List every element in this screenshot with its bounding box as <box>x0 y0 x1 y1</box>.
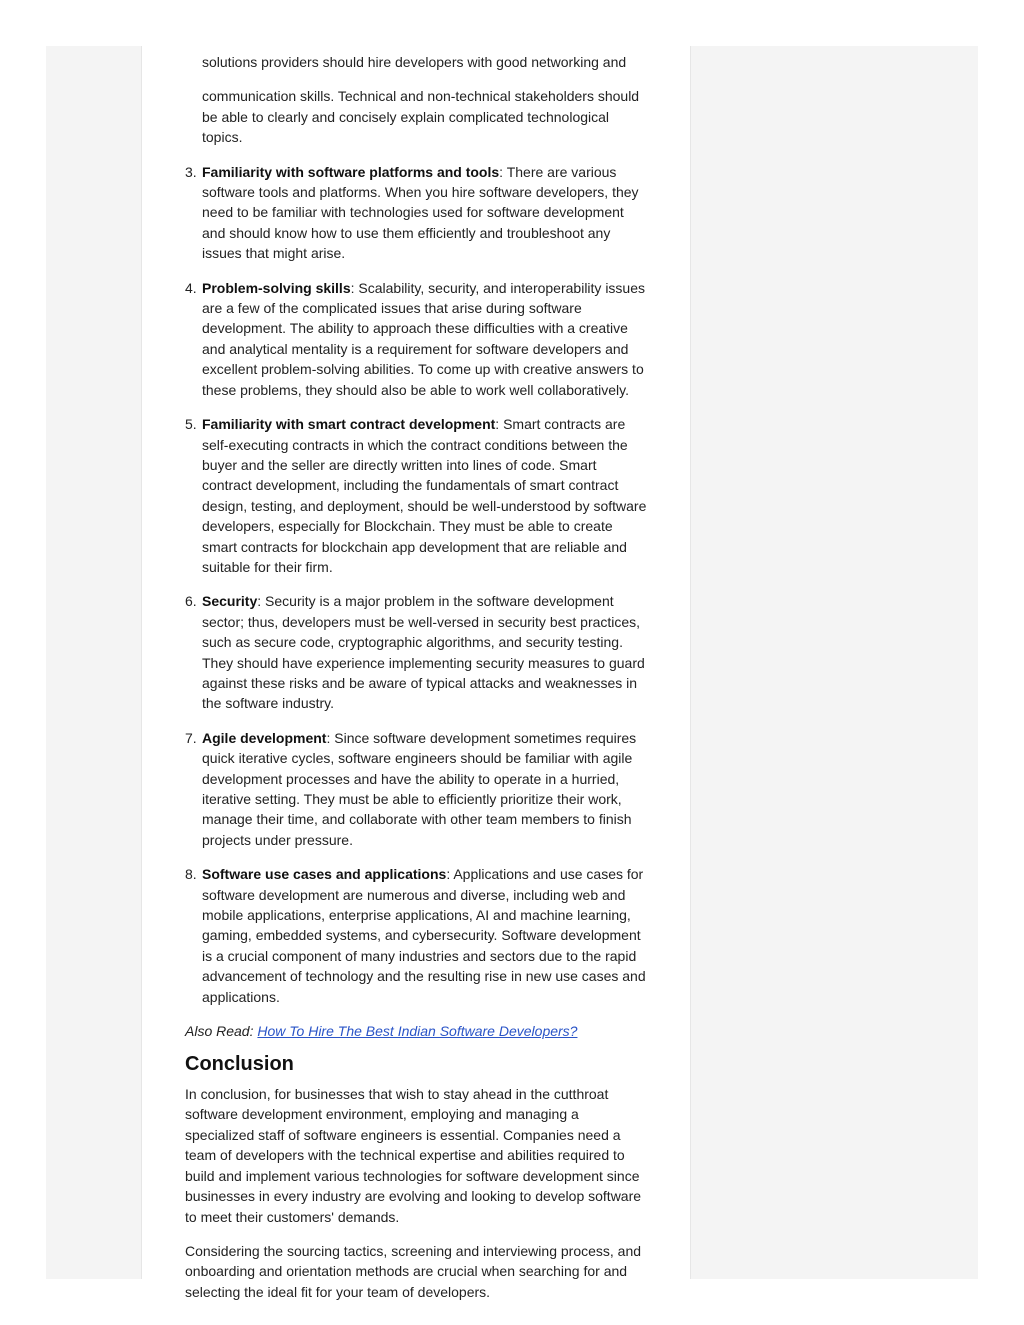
item-title: Familiarity with software platforms and tools <box>202 163 500 180</box>
item-title: Security <box>202 593 258 610</box>
conclusion-heading: Conclusion <box>185 1053 294 1076</box>
also-read <box>142 1021 690 1041</box>
item-text: : Since software development sometimes requires quick iterative cycles, software engineers should be familiar with agile development processes and have the ability to operate in a hurried, iterative setting. They must be able to efficiently prioritize their work, manage their time, and collaborate with other team members to finish projects under pressure. <box>202 729 637 848</box>
item-number: 3. <box>185 163 197 180</box>
item-text: : Security is a major problem in the software development sector; thus, developers must be well-versed in security best practices, such as secure code, cryptographic algorithms, and security testing. They should have experience implementing security measures to guard against these risks and be aware of typical attacks and weaknesses in the software industry. <box>202 593 645 712</box>
left-margin-panel <box>46 46 142 1279</box>
list-item <box>142 414 690 577</box>
item-title: Familiarity with smart contract development <box>202 416 496 433</box>
item-text: : There are various software tools and platforms. When you hire software developers, they need to be familiar with technologies used for software development and should know how to use them efficiently and troubleshoot any issues that might arise. <box>202 163 639 262</box>
list-item <box>142 591 690 713</box>
intro-line-2: communication skills. Technical and non-technical stakeholders should be able to clearly and concisely explain complicated technological topics. <box>202 88 640 146</box>
item-number: 6. <box>185 593 197 610</box>
item-number: 7. <box>185 729 197 746</box>
list-item <box>142 278 690 400</box>
item-number: 5. <box>185 416 197 433</box>
item-text: : Smart contracts are self-executing contracts in which the contract conditions between the buyer and the seller are directly written into lines of code. Smart contract development, including the fundamentals of smart contract design, testing, and deployment, should be well-understood by software developers, especially for Blockchain. They must be able to create smart contracts for blockchain app development that are reliable and suitable for their firm. <box>202 416 647 575</box>
conclusion-paragraph-1: In conclusion, for businesses that wish to stay ahead in the cutthroat software development environment, employing and managing a specialized staff of software engineers is essential. Companies need a team of developers with the technical expertise and abilities required to build and implement various technologies for software development since businesses in every industry are evolving and looking to develop software to meet their customers' demands. <box>185 1086 642 1225</box>
conclusion-paragraph-2: Considering the sourcing tactics, screening and interviewing process, and onboarding and orientation methods are crucial when searching for and selecting the ideal fit for your team of developers. <box>185 1242 642 1300</box>
item-title: Software use cases and applications <box>202 866 447 883</box>
list-item <box>142 162 690 264</box>
article-body <box>142 46 690 1300</box>
item-title: Problem-solving skills <box>202 279 351 296</box>
intro-line-1: solutions providers should hire developers with good networking and <box>202 54 627 70</box>
item-number: 8. <box>185 866 197 883</box>
right-sidebar-panel <box>690 46 978 1279</box>
clipped-previous-line <box>202 38 662 50</box>
item-text: : Scalability, security, and interoperability issues are a few of the complicated issues that arise during software development. The ability to approach these difficulties with a creative and analytical mentality is a requirement for software developers and excellent problem-solving abilities. To come up with creative answers to these problems, they should also be able to work well collaboratively. <box>202 279 645 398</box>
also-read-link[interactable]: How To Hire The Best Indian Software Developers? <box>257 1023 578 1040</box>
list-item <box>142 864 690 1007</box>
also-read-prefix: Also Read: <box>185 1023 258 1040</box>
item-title: Agile development <box>202 729 327 746</box>
skills-list <box>142 162 690 1007</box>
item-number: 4. <box>185 279 197 296</box>
list-item <box>142 728 690 850</box>
item-text: : Applications and use cases for software development are numerous and diverse, including web and mobile applications, enterprise applications, AI and machine learning, gaming, embedded systems, and cybersecurity. Software development is a crucial component of many industries and sectors due to the rapid advancement of technology and the resulting rise in new use cases and applications. <box>202 866 646 1005</box>
